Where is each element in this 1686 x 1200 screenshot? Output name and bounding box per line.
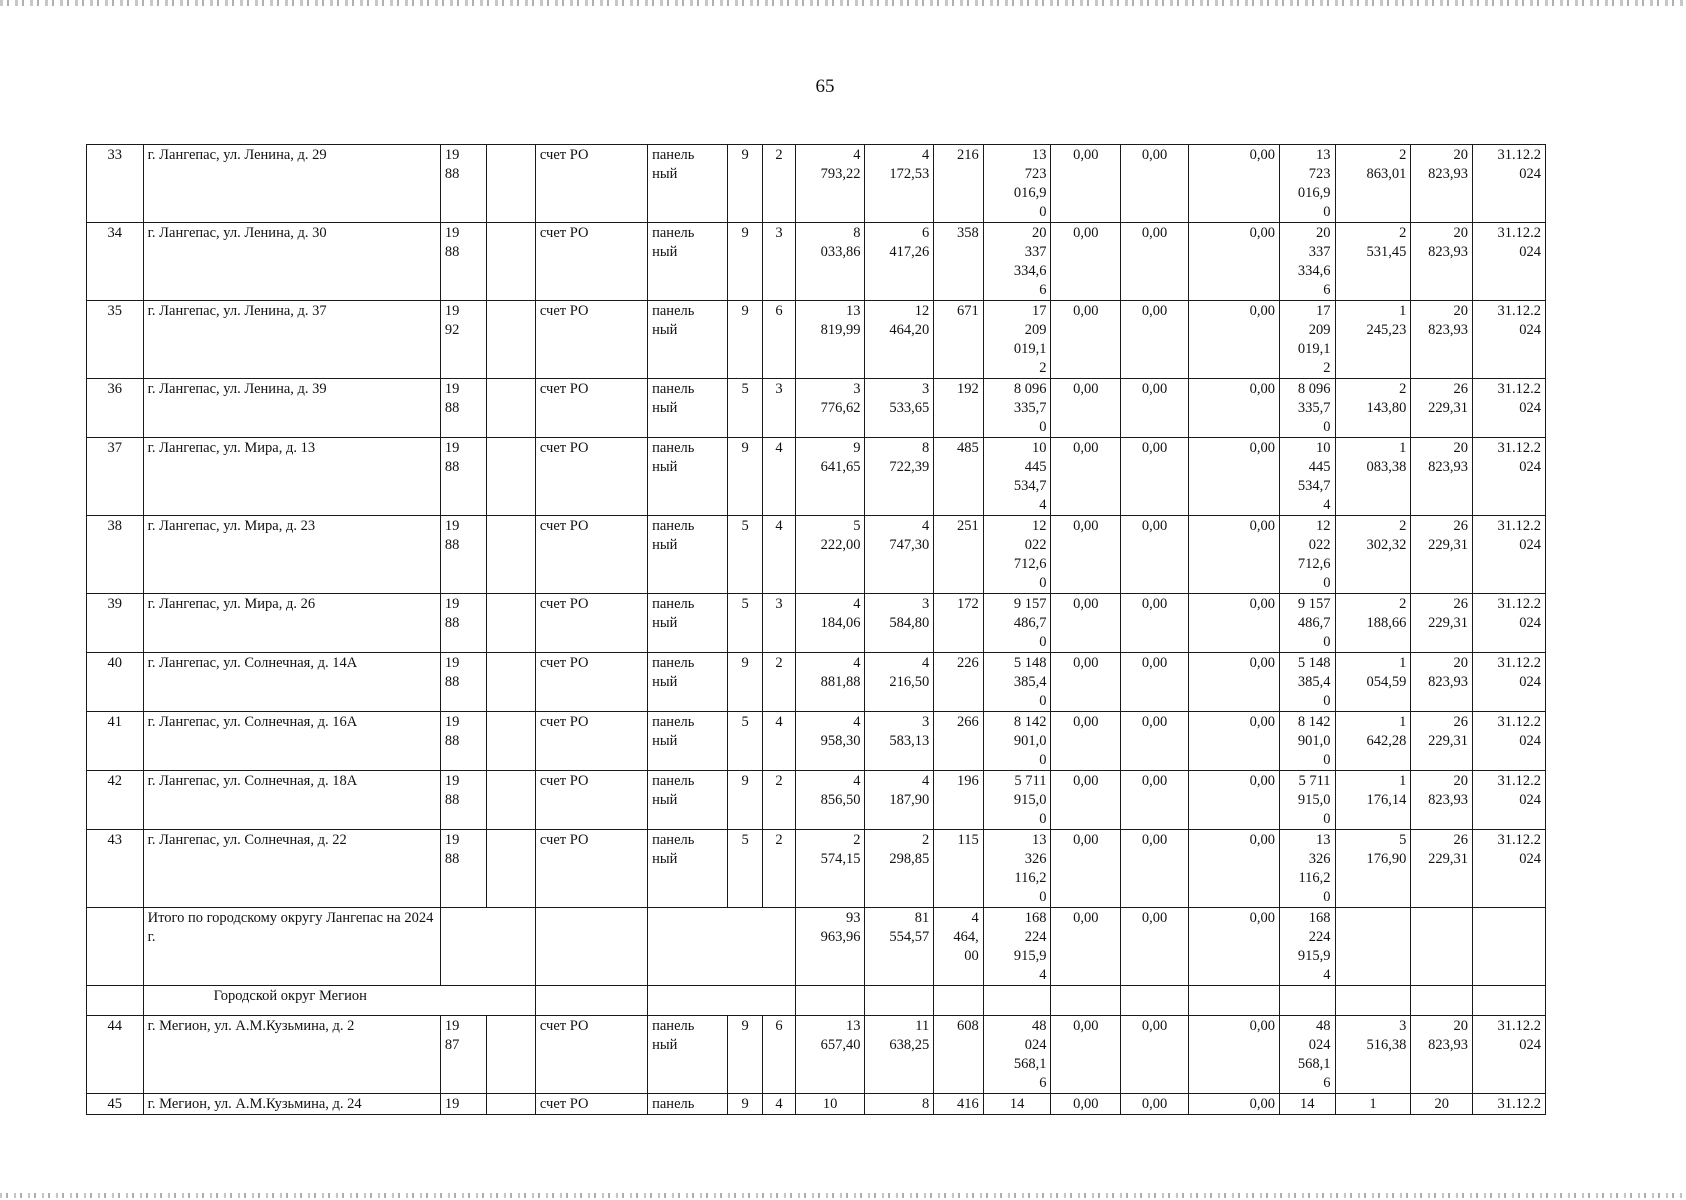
entrances-cell: 2 (763, 771, 795, 830)
floors-cell: 9 (727, 1016, 762, 1094)
area-living-cell: 6 417,26 (865, 223, 934, 301)
deadline-cell: 31.12.2 024 (1473, 379, 1546, 438)
table-row-33 (87, 145, 1546, 223)
row-number: 39 (87, 594, 144, 653)
area-living-cell: 3 533,65 (865, 379, 934, 438)
cost-c2-cell: 0,00 (1121, 438, 1189, 516)
unit-max-cell: 20 823,93 (1411, 145, 1473, 223)
deadline-cell: 31.12.2 (1473, 1094, 1546, 1115)
total-empty-max (1411, 908, 1473, 986)
cost-total-cell: 5 711 915,0 0 (983, 771, 1051, 830)
year-cell: 19 88 (440, 830, 487, 908)
cost-c1-cell: 0,00 (1051, 1016, 1121, 1094)
blank-cell (487, 1016, 536, 1094)
fund-cell: счет РО (535, 516, 647, 594)
total-empty-year (440, 908, 535, 986)
table-row-43 (87, 830, 1546, 908)
cost-c3-cell: 0,00 (1188, 771, 1279, 830)
cost-owners-cell: 5 711 915,0 0 (1279, 771, 1335, 830)
entrances-cell: 4 (763, 1094, 795, 1115)
fund-cell: счет РО (535, 712, 647, 771)
table-body (87, 145, 1546, 1115)
residents-cell: 115 (934, 830, 984, 908)
cost-c2-cell: 0,00 (1121, 145, 1189, 223)
total-row (87, 908, 1546, 986)
address-cell: г. Лангепас, ул. Ленина, д. 30 (143, 223, 440, 301)
wall-cell: панель ный (648, 438, 728, 516)
deadline-cell: 31.12.2 024 (1473, 516, 1546, 594)
residents-cell: 226 (934, 653, 984, 712)
cost-c2-cell: 0,00 (1121, 1094, 1189, 1115)
area-living-cell: 4 172,53 (865, 145, 934, 223)
area-total-cell: 4 793,22 (795, 145, 865, 223)
row-number: 41 (87, 712, 144, 771)
section-n (87, 986, 144, 1016)
area-total-cell: 2 574,15 (795, 830, 865, 908)
address-cell: г. Лангепас, ул. Солнечная, д. 22 (143, 830, 440, 908)
area-total-cell: 8 033,86 (795, 223, 865, 301)
area-total-cell: 3 776,62 (795, 379, 865, 438)
entrances-cell: 4 (763, 516, 795, 594)
section-empty-fund (535, 986, 647, 1016)
table-row-34 (87, 223, 1546, 301)
table-row-38 (87, 516, 1546, 594)
area-total-cell: 4 958,30 (795, 712, 865, 771)
cost-owners-cell: 9 157 486,7 0 (1279, 594, 1335, 653)
wall-cell: панель ный (648, 594, 728, 653)
fund-cell: счет РО (535, 771, 647, 830)
cost-total-cell: 13 723 016,9 0 (983, 145, 1051, 223)
entrances-cell: 6 (763, 301, 795, 379)
address-cell: г. Лангепас, ул. Ленина, д. 29 (143, 145, 440, 223)
deadline-cell: 31.12.2 024 (1473, 594, 1546, 653)
unit-cost-cell: 1 054,59 (1335, 653, 1411, 712)
area-total-cell: 4 856,50 (795, 771, 865, 830)
unit-cost-cell: 1 083,38 (1335, 438, 1411, 516)
residents-cell: 251 (934, 516, 984, 594)
address-cell: г. Мегион, ул. А.М.Кузьмина, д. 24 (143, 1094, 440, 1115)
total-c2: 0,00 (1121, 908, 1189, 986)
floors-cell: 9 (727, 301, 762, 379)
cost-c1-cell: 0,00 (1051, 379, 1121, 438)
row-number: 37 (87, 438, 144, 516)
table-row-42 (87, 771, 1546, 830)
unit-max-cell: 26 229,31 (1411, 379, 1473, 438)
unit-max-cell: 26 229,31 (1411, 830, 1473, 908)
total-area-living: 81 554,57 (865, 908, 934, 986)
row-number: 36 (87, 379, 144, 438)
cost-c2-cell: 0,00 (1121, 594, 1189, 653)
total-empty-fund (535, 908, 647, 986)
year-cell: 19 92 (440, 301, 487, 379)
cost-c3-cell: 0,00 (1188, 516, 1279, 594)
address-cell: г. Лангепас, ул. Солнечная, д. 18А (143, 771, 440, 830)
blank-cell (487, 830, 536, 908)
wall-cell: панель ный (648, 516, 728, 594)
wall-cell: панель ный (648, 301, 728, 379)
cost-c2-cell: 0,00 (1121, 301, 1189, 379)
area-total-cell: 10 (795, 1094, 865, 1115)
deadline-cell: 31.12.2 024 (1473, 771, 1546, 830)
cost-c3-cell: 0,00 (1188, 712, 1279, 771)
unit-cost-cell: 2 188,66 (1335, 594, 1411, 653)
floors-cell: 9 (727, 653, 762, 712)
fund-cell: счет РО (535, 145, 647, 223)
section-empty-wall (648, 986, 796, 1016)
unit-max-cell: 20 823,93 (1411, 223, 1473, 301)
floors-cell: 5 (727, 516, 762, 594)
page-number: 65 (815, 76, 835, 97)
fund-cell: счет РО (535, 594, 647, 653)
year-cell: 19 88 (440, 712, 487, 771)
table-row-45 (87, 1094, 1546, 1115)
deadline-cell: 31.12.2 024 (1473, 830, 1546, 908)
blank-cell (487, 379, 536, 438)
cost-owners-cell: 8 142 901,0 0 (1279, 712, 1335, 771)
section-row-megion (87, 986, 1546, 1016)
entrances-cell: 6 (763, 1016, 795, 1094)
year-cell: 19 88 (440, 145, 487, 223)
year-cell: 19 87 (440, 1016, 487, 1094)
address-cell: г. Лангепас, ул. Ленина, д. 37 (143, 301, 440, 379)
cost-c1-cell: 0,00 (1051, 301, 1121, 379)
cost-owners-cell: 8 096 335,7 0 (1279, 379, 1335, 438)
section-empty (1335, 986, 1411, 1016)
cost-total-cell: 5 148 385,4 0 (983, 653, 1051, 712)
wall-cell: панель ный (648, 771, 728, 830)
total-empty-deadline (1473, 908, 1546, 986)
area-total-cell: 13 819,99 (795, 301, 865, 379)
unit-max-cell: 20 823,93 (1411, 771, 1473, 830)
cost-c1-cell: 0,00 (1051, 516, 1121, 594)
table-row-37 (87, 438, 1546, 516)
blank-cell (487, 594, 536, 653)
residents-cell: 608 (934, 1016, 984, 1094)
entrances-cell: 3 (763, 223, 795, 301)
cost-total-cell: 14 (983, 1094, 1051, 1115)
unit-cost-cell: 3 516,38 (1335, 1016, 1411, 1094)
cost-c3-cell: 0,00 (1188, 653, 1279, 712)
area-living-cell: 4 747,30 (865, 516, 934, 594)
table-row-41 (87, 712, 1546, 771)
row-number: 42 (87, 771, 144, 830)
floors-cell: 9 (727, 438, 762, 516)
section-empty (1279, 986, 1335, 1016)
cost-total-cell: 12 022 712,6 0 (983, 516, 1051, 594)
deadline-cell: 31.12.2 024 (1473, 438, 1546, 516)
cost-total-cell: 10 445 534,7 4 (983, 438, 1051, 516)
residents-cell: 358 (934, 223, 984, 301)
cost-c2-cell: 0,00 (1121, 712, 1189, 771)
unit-max-cell: 26 229,31 (1411, 516, 1473, 594)
cost-owners-cell: 10 445 534,7 4 (1279, 438, 1335, 516)
year-cell: 19 88 (440, 516, 487, 594)
cost-c2-cell: 0,00 (1121, 516, 1189, 594)
total-n (87, 908, 144, 986)
floors-cell: 5 (727, 594, 762, 653)
deadline-cell: 31.12.2 024 (1473, 223, 1546, 301)
cost-c1-cell: 0,00 (1051, 771, 1121, 830)
blank-cell (487, 516, 536, 594)
section-title: Городской округ Мегион (143, 986, 535, 1016)
cost-c1-cell: 0,00 (1051, 438, 1121, 516)
cost-c2-cell: 0,00 (1121, 771, 1189, 830)
entrances-cell: 2 (763, 653, 795, 712)
unit-cost-cell: 1 176,14 (1335, 771, 1411, 830)
fund-cell: счет РО (535, 301, 647, 379)
cost-c3-cell: 0,00 (1188, 594, 1279, 653)
year-cell: 19 88 (440, 223, 487, 301)
total-residents: 4 464, 00 (934, 908, 984, 986)
unit-cost-cell: 2 531,45 (1335, 223, 1411, 301)
table-row-35 (87, 301, 1546, 379)
fund-cell: счет РО (535, 379, 647, 438)
capital-repair-table (86, 144, 1546, 1115)
row-number: 33 (87, 145, 144, 223)
table-row-44 (87, 1016, 1546, 1094)
fund-cell: счет РО (535, 223, 647, 301)
cost-c3-cell: 0,00 (1188, 301, 1279, 379)
scan-edge-top (0, 0, 1686, 6)
address-cell: г. Лангепас, ул. Мира, д. 13 (143, 438, 440, 516)
blank-cell (487, 223, 536, 301)
total-empty-wall (648, 908, 796, 986)
residents-cell: 192 (934, 379, 984, 438)
deadline-cell: 31.12.2 024 (1473, 653, 1546, 712)
table-row-39 (87, 594, 1546, 653)
unit-max-cell: 20 823,93 (1411, 653, 1473, 712)
row-number: 38 (87, 516, 144, 594)
floors-cell: 5 (727, 830, 762, 908)
year-cell: 19 88 (440, 594, 487, 653)
cost-c3-cell: 0,00 (1188, 145, 1279, 223)
unit-max-cell: 20 823,93 (1411, 438, 1473, 516)
cost-c1-cell: 0,00 (1051, 594, 1121, 653)
unit-max-cell: 26 229,31 (1411, 712, 1473, 771)
cost-c3-cell: 0,00 (1188, 1016, 1279, 1094)
unit-cost-cell: 1 (1335, 1094, 1411, 1115)
blank-cell (487, 771, 536, 830)
area-living-cell: 3 583,13 (865, 712, 934, 771)
wall-cell: панель ный (648, 223, 728, 301)
cost-c3-cell: 0,00 (1188, 223, 1279, 301)
deadline-cell: 31.12.2 024 (1473, 1016, 1546, 1094)
floors-cell: 9 (727, 223, 762, 301)
floors-cell: 9 (727, 1094, 762, 1115)
entrances-cell: 2 (763, 145, 795, 223)
cost-total-cell: 48 024 568,1 6 (983, 1016, 1051, 1094)
area-total-cell: 4 881,88 (795, 653, 865, 712)
address-cell: г. Лангепас, ул. Мира, д. 26 (143, 594, 440, 653)
cost-owners-cell: 48 024 568,1 6 (1279, 1016, 1335, 1094)
cost-c1-cell: 0,00 (1051, 145, 1121, 223)
cost-owners-cell: 17 209 019,1 2 (1279, 301, 1335, 379)
table-row-36 (87, 379, 1546, 438)
section-empty (1051, 986, 1121, 1016)
row-number: 45 (87, 1094, 144, 1115)
unit-max-cell: 26 229,31 (1411, 594, 1473, 653)
area-total-cell: 5 222,00 (795, 516, 865, 594)
section-empty (1411, 986, 1473, 1016)
entrances-cell: 3 (763, 594, 795, 653)
blank-cell (487, 301, 536, 379)
unit-max-cell: 20 823,93 (1411, 301, 1473, 379)
total-cost-owners: 168 224 915,9 4 (1279, 908, 1335, 986)
cost-owners-cell: 14 (1279, 1094, 1335, 1115)
floors-cell: 9 (727, 145, 762, 223)
row-number: 43 (87, 830, 144, 908)
cost-owners-cell: 13 723 016,9 0 (1279, 145, 1335, 223)
floors-cell: 9 (727, 771, 762, 830)
blank-cell (487, 1094, 536, 1115)
cost-total-cell: 13 326 116,2 0 (983, 830, 1051, 908)
blank-cell (487, 438, 536, 516)
section-empty (1188, 986, 1279, 1016)
residents-cell: 216 (934, 145, 984, 223)
total-label: Итого по городскому округу Лангепас на 2024 г. (143, 908, 440, 986)
floors-cell: 5 (727, 379, 762, 438)
fund-cell: счет РО (535, 653, 647, 712)
section-empty (1121, 986, 1189, 1016)
fund-cell: счет РО (535, 830, 647, 908)
cost-owners-cell: 12 022 712,6 0 (1279, 516, 1335, 594)
total-area-total: 93 963,96 (795, 908, 865, 986)
residents-cell: 671 (934, 301, 984, 379)
area-living-cell: 8 (865, 1094, 934, 1115)
fund-cell: счет РО (535, 438, 647, 516)
section-empty (865, 986, 934, 1016)
address-cell: г. Мегион, ул. А.М.Кузьмина, д. 2 (143, 1016, 440, 1094)
cost-c2-cell: 0,00 (1121, 653, 1189, 712)
deadline-cell: 31.12.2 024 (1473, 712, 1546, 771)
cost-c2-cell: 0,00 (1121, 1016, 1189, 1094)
address-cell: г. Лангепас, ул. Мира, д. 23 (143, 516, 440, 594)
area-living-cell: 3 584,80 (865, 594, 934, 653)
year-cell: 19 (440, 1094, 487, 1115)
residents-cell: 196 (934, 771, 984, 830)
row-number: 34 (87, 223, 144, 301)
cost-owners-cell: 20 337 334,6 6 (1279, 223, 1335, 301)
blank-cell (487, 145, 536, 223)
area-living-cell: 4 187,90 (865, 771, 934, 830)
deadline-cell: 31.12.2 024 (1473, 301, 1546, 379)
area-living-cell: 12 464,20 (865, 301, 934, 379)
cost-c2-cell: 0,00 (1121, 379, 1189, 438)
unit-cost-cell: 1 245,23 (1335, 301, 1411, 379)
cost-c1-cell: 0,00 (1051, 1094, 1121, 1115)
fund-cell: счет РО (535, 1094, 647, 1115)
area-total-cell: 13 657,40 (795, 1016, 865, 1094)
scan-edge-bottom (0, 1193, 1686, 1198)
year-cell: 19 88 (440, 771, 487, 830)
total-empty-unit (1335, 908, 1411, 986)
row-number: 35 (87, 301, 144, 379)
cost-owners-cell: 13 326 116,2 0 (1279, 830, 1335, 908)
fund-cell: счет РО (535, 1016, 647, 1094)
cost-owners-cell: 5 148 385,4 0 (1279, 653, 1335, 712)
unit-max-cell: 20 (1411, 1094, 1473, 1115)
residents-cell: 266 (934, 712, 984, 771)
wall-cell: панель ный (648, 653, 728, 712)
table-row-40 (87, 653, 1546, 712)
address-cell: г. Лангепас, ул. Солнечная, д. 14А (143, 653, 440, 712)
area-living-cell: 2 298,85 (865, 830, 934, 908)
unit-cost-cell: 2 143,80 (1335, 379, 1411, 438)
blank-cell (487, 712, 536, 771)
cost-total-cell: 17 209 019,1 2 (983, 301, 1051, 379)
unit-cost-cell: 1 642,28 (1335, 712, 1411, 771)
section-empty (934, 986, 984, 1016)
year-cell: 19 88 (440, 379, 487, 438)
entrances-cell: 3 (763, 379, 795, 438)
blank-cell (487, 653, 536, 712)
unit-cost-cell: 2 302,32 (1335, 516, 1411, 594)
cost-c1-cell: 0,00 (1051, 223, 1121, 301)
area-total-cell: 4 184,06 (795, 594, 865, 653)
unit-max-cell: 20 823,93 (1411, 1016, 1473, 1094)
cost-c2-cell: 0,00 (1121, 830, 1189, 908)
cost-c1-cell: 0,00 (1051, 712, 1121, 771)
cost-total-cell: 9 157 486,7 0 (983, 594, 1051, 653)
wall-cell: панель (648, 1094, 728, 1115)
wall-cell: панель ный (648, 379, 728, 438)
row-number: 44 (87, 1016, 144, 1094)
residents-cell: 485 (934, 438, 984, 516)
cost-c2-cell: 0,00 (1121, 223, 1189, 301)
cost-c3-cell: 0,00 (1188, 830, 1279, 908)
cost-c3-cell: 0,00 (1188, 1094, 1279, 1115)
wall-cell: панель ный (648, 145, 728, 223)
area-living-cell: 11 638,25 (865, 1016, 934, 1094)
entrances-cell: 2 (763, 830, 795, 908)
address-cell: г. Лангепас, ул. Солнечная, д. 16А (143, 712, 440, 771)
unit-cost-cell: 5 176,90 (1335, 830, 1411, 908)
total-cost-total: 168 224 915,9 4 (983, 908, 1051, 986)
cost-c1-cell: 0,00 (1051, 653, 1121, 712)
section-empty (1473, 986, 1546, 1016)
cost-c3-cell: 0,00 (1188, 379, 1279, 438)
cost-c1-cell: 0,00 (1051, 830, 1121, 908)
section-empty (983, 986, 1051, 1016)
total-c1: 0,00 (1051, 908, 1121, 986)
wall-cell: панель ный (648, 830, 728, 908)
floors-cell: 5 (727, 712, 762, 771)
year-cell: 19 88 (440, 438, 487, 516)
residents-cell: 416 (934, 1094, 984, 1115)
area-living-cell: 8 722,39 (865, 438, 934, 516)
section-empty (795, 986, 865, 1016)
area-living-cell: 4 216,50 (865, 653, 934, 712)
address-cell: г. Лангепас, ул. Ленина, д. 39 (143, 379, 440, 438)
residents-cell: 172 (934, 594, 984, 653)
wall-cell: панель ный (648, 1016, 728, 1094)
cost-c3-cell: 0,00 (1188, 438, 1279, 516)
cost-total-cell: 8 142 901,0 0 (983, 712, 1051, 771)
cost-total-cell: 8 096 335,7 0 (983, 379, 1051, 438)
total-c3: 0,00 (1188, 908, 1279, 986)
row-number: 40 (87, 653, 144, 712)
cost-total-cell: 20 337 334,6 6 (983, 223, 1051, 301)
entrances-cell: 4 (763, 438, 795, 516)
wall-cell: панель ный (648, 712, 728, 771)
area-total-cell: 9 641,65 (795, 438, 865, 516)
entrances-cell: 4 (763, 712, 795, 771)
year-cell: 19 88 (440, 653, 487, 712)
deadline-cell: 31.12.2 024 (1473, 145, 1546, 223)
unit-cost-cell: 2 863,01 (1335, 145, 1411, 223)
